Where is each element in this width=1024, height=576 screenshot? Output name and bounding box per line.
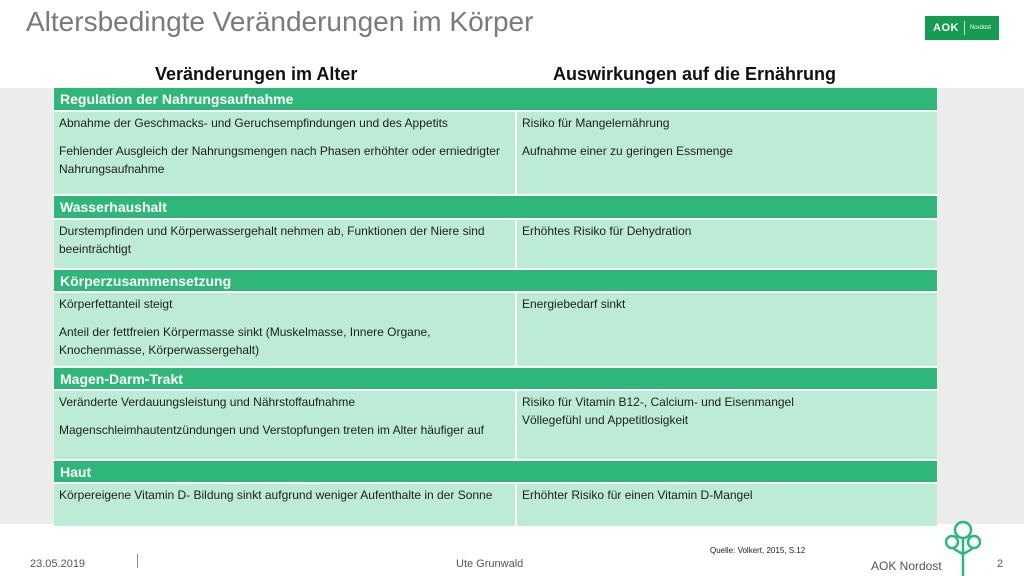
footer-date: 23.05.2019 <box>30 558 86 570</box>
logo-brand: AOK <box>933 22 959 34</box>
section-magen-darm-left <box>54 391 515 459</box>
cell-text: Risiko für Vitamin B12-, Calcium- und Eisenmangel <box>522 395 794 409</box>
cell-text: Erhöhter Risiko für einen Vitamin D-Mangel <box>522 488 753 502</box>
section-haut-right <box>517 484 937 526</box>
source-citation: Quelle: Volkert, 2015, S.12 <box>710 546 806 555</box>
cell-text: Völlegefühl und Appetitlosigkeit <box>522 413 689 427</box>
cell-text: Anteil der fettfreien Körpermasse sinkt (Muskelmasse, Innere Organe, Knochenmasse, Körperwassergehalt) <box>59 325 431 357</box>
section-header-koerperzusammensetzung: Körperzusammensetzung <box>54 270 937 291</box>
section-header-magen-darm: Magen-Darm-Trakt <box>54 368 937 389</box>
section-koerperzusammensetzung-left <box>54 293 515 366</box>
column-header-right: Auswirkungen auf die Ernährung <box>553 64 837 84</box>
section-regulation-right <box>517 112 937 194</box>
column-header-left: Veränderungen im Alter <box>155 64 358 84</box>
cell-text: Aufnahme einer zu geringen Essmenge <box>522 144 733 158</box>
logo-divider <box>964 21 965 35</box>
section-header-wasserhaushalt: Wasserhaushalt <box>54 196 937 218</box>
slide-title: Altersbedingte Veränderungen im Körper <box>26 6 534 37</box>
cell-text: Durstempfinden und Körperwassergehalt nehmen ab, Funktionen der Niere sind beeinträchtigt <box>59 224 485 256</box>
section-wasserhaushalt-right <box>517 220 937 268</box>
footer-divider <box>137 554 138 568</box>
section-magen-darm-right <box>517 391 937 459</box>
section-regulation-left <box>54 112 515 194</box>
section-koerperzusammensetzung-right <box>517 293 937 366</box>
changes-table <box>54 88 937 526</box>
cell-text: Fehlender Ausgleich der Nahrungsmengen nach Phasen erhöhter oder erniedrigter Nahrungsaufnahme <box>59 144 500 176</box>
page-number: 2 <box>997 558 1004 570</box>
cell-text: Energiebedarf sinkt <box>522 297 626 311</box>
plant-logo-icon <box>945 520 981 576</box>
cell-text: Körpereigene Vitamin D- Bildung sinkt aufgrund weniger Aufenthalte in der Sonne <box>59 488 493 502</box>
cell-text: Abnahme der Geschmacks- und Geruchsempfindungen und des Appetits <box>59 116 448 130</box>
footer-organization: AOK Nordost <box>871 559 942 573</box>
footer-author: Ute Grunwald <box>456 558 524 570</box>
aok-logo <box>925 16 999 40</box>
cell-text: Magenschleimhautentzündungen und Verstopfungen treten im Alter häufiger auf <box>59 423 484 437</box>
logo-region: Nordost <box>969 25 991 31</box>
cell-text: Körperfettanteil steigt <box>59 297 173 311</box>
section-header-regulation: Regulation der Nahrungsaufnahme <box>54 88 937 110</box>
cell-text: Erhöhtes Risiko für Dehydration <box>522 224 692 238</box>
cell-text: Veränderte Verdauungsleistung und Nährstoffaufnahme <box>59 395 355 409</box>
cell-text: Risiko für Mangelernährung <box>522 116 670 130</box>
section-haut-left <box>54 484 515 526</box>
section-wasserhaushalt-left <box>54 220 515 268</box>
section-header-haut: Haut <box>54 461 937 482</box>
